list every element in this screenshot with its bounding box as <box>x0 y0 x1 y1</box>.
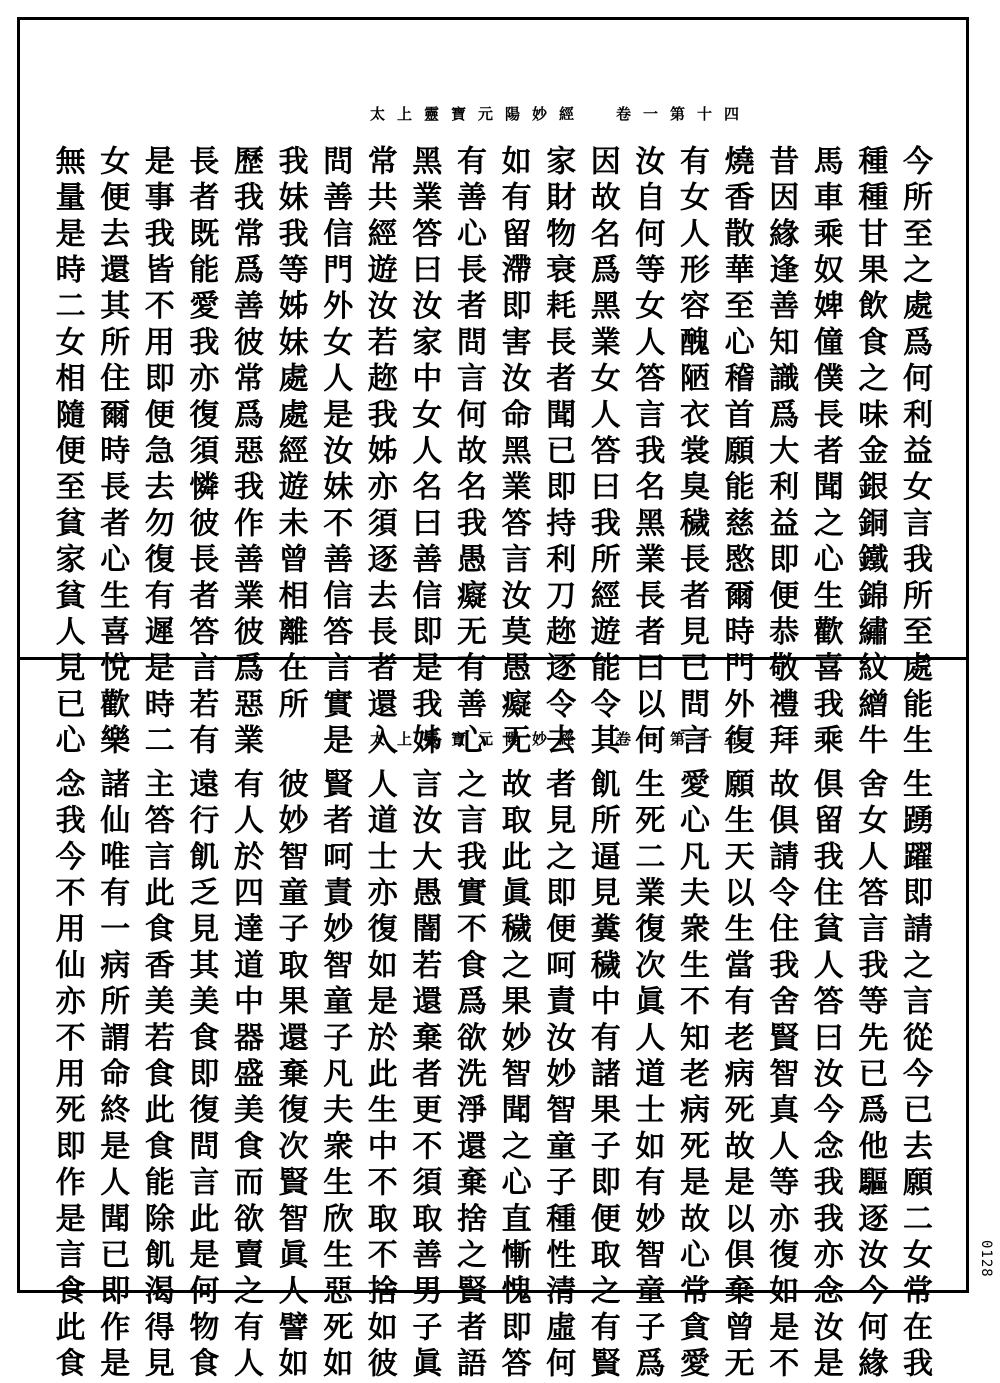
text-column: 歷我常爲善彼常爲惡我作善業彼爲惡業 <box>228 145 263 761</box>
text-column: 黑業答曰汝家中女人名曰善信即是我姊 <box>406 145 442 761</box>
lower-page <box>20 660 966 1383</box>
text-column: 家財物衰耗長者聞已即持利刀趂逐令去 <box>540 145 576 761</box>
text-column: 主答言此食香美若食此食能除飢渴得見 <box>138 768 174 1383</box>
text-column: 諸仙唯有一病所謂命終是人聞已即作是 <box>94 768 130 1383</box>
text-column: 俱留我住貧人答曰汝今念我我亦念汝是 <box>807 768 843 1383</box>
text-column: 願生天以生當有老病死故是以俱棄曾无 <box>718 768 754 1383</box>
juan-page: 卷一第十四 <box>616 105 752 123</box>
sutra-title: 太上靈寶元陽妙經 <box>370 730 587 748</box>
running-header <box>370 103 751 124</box>
text-column: 有女人形容醜陋衣裳臭穢長者見已問言 <box>674 145 709 761</box>
text-column: 問善信門外女人是汝妹不善信答言實是 <box>317 145 353 761</box>
text-column: 舍女人答言我等先已爲他驅逐汝今何緣 <box>852 768 888 1383</box>
running-header <box>370 728 751 749</box>
text-column: 遠行飢乏見其美食即復問言此是何物食 <box>183 768 219 1383</box>
text-column: 有善心長者問言何故名我愚癡无有善心 <box>451 145 486 761</box>
text-column: 汝自何等女人答言我名黑業長者曰以何 <box>629 145 665 761</box>
text-column: 者見之即便呵責汝妙智童子種性清虛何 <box>540 768 576 1383</box>
text-column: 生死二業復次眞人道士如有妙智童子爲 <box>629 768 665 1383</box>
text-column: 燒香散華至心稽首願能慈愍爾時門外復 <box>718 145 754 761</box>
text-column: 種種甘果飲食之味金銀銅鐵錦繡紋繒牛 <box>852 145 888 761</box>
juan-page: 卷一第十五 <box>616 730 752 748</box>
text-column: 飢所逼見糞穢中有諸果子即便取之有賢 <box>584 768 620 1383</box>
text-column: 我妹我等姊妹處處經遊未曾相離在所 <box>272 145 308 725</box>
text-column: 人道士亦復如是於此生中不取不捨如彼 <box>361 768 397 1383</box>
text-column: 之言我實不食爲欲洗淨還棄捨之賢者語 <box>451 768 486 1383</box>
text-column: 言汝大愚闇若還棄者更不須取善男子眞 <box>406 768 442 1383</box>
text-column: 如有留滯即害汝命黑業答言汝莫愚癡无 <box>495 145 531 761</box>
sutra-title: 太上靈寶元陽妙經 <box>370 105 587 123</box>
text-column: 愛心凡夫衆生不知老病死是故心常貪愛 <box>674 768 709 1383</box>
text-column: 因故名爲黑業女人答曰我所經遊能令其 <box>584 145 620 761</box>
text-column: 故俱請令住我舍賢智真人等亦復如是不 <box>763 768 799 1383</box>
text-column: 無量是時二女相隨便至貧家貧人見已心 <box>49 145 85 761</box>
text-column: 是事我皆不用即便急去勿復有遲是時二 <box>138 145 174 761</box>
text-column: 彼妙智童子取果還棄復次賢智眞人譬如 <box>272 768 308 1383</box>
text-column: 念我今不用仙亦不用死即作是言食此食 <box>49 768 85 1383</box>
text-column: 女便去還其所住爾時長者心生喜悅歡樂 <box>94 145 130 761</box>
text-column: 今所至之處爲何利益女言我所至處能生 <box>897 145 932 761</box>
text-column: 生踴躍即請之言從今已去願二女常在我 <box>897 768 932 1383</box>
text-column: 故取此眞穢之果妙智聞之心直慚愧即答 <box>495 768 531 1383</box>
text-column: 賢者呵責妙智童子凡夫衆生欣生惡死如 <box>317 768 353 1383</box>
text-column: 昔因緣逢善知識爲大利益即便恭敬禮拜 <box>763 145 799 761</box>
text-column: 長者既能愛我亦復須憐彼長者答言若有 <box>183 145 219 761</box>
page-number: 0128 <box>978 1240 994 1278</box>
text-column: 常共經遊汝若趂我姊亦須逐去長者還入 <box>361 145 397 761</box>
text-column: 有人於四達道中器盛美食而欲賣之有人 <box>228 768 263 1383</box>
text-column: 馬車乘奴婢僮僕長者聞之心生歡喜我乘 <box>807 145 843 761</box>
